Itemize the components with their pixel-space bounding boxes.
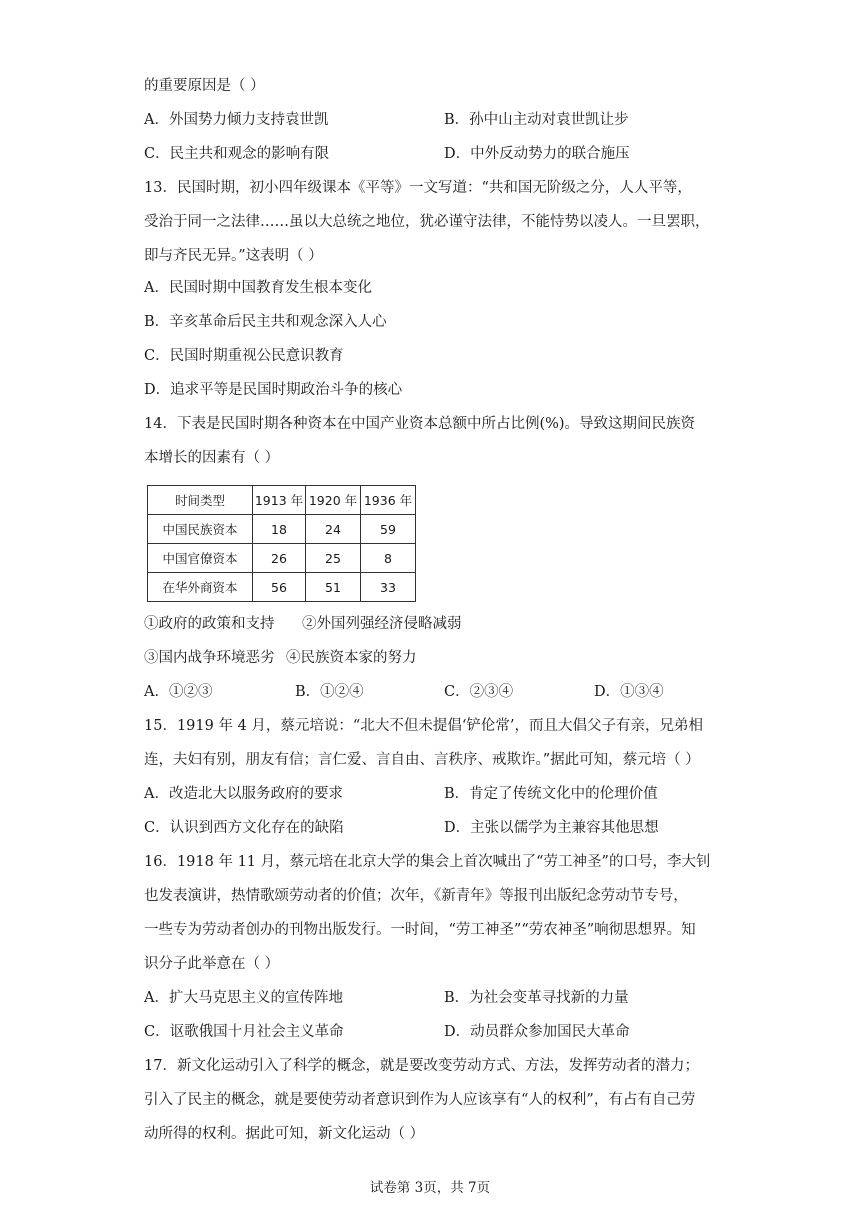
q12-option-a: A．外国势力倾力支持袁世凯 [144,112,329,128]
table-cell: 24 [306,515,361,544]
page-footer: 试卷第 3页，共 7页 [369,1180,491,1196]
q13-option-c: C．民国时期重视公民意识教育 [144,348,344,364]
q14-option-a: A．①②③ [144,684,213,700]
table-cell: 56 [253,573,306,602]
q14-option-b: B．①②④ [295,684,364,700]
q14-factor-3: ③国内战争环境恶劣 [144,650,275,666]
q13-stem-line-2: 受治于同一之法律……虽以大总统之地位，犹必谨守法律，不能恃势以凌人。一旦罢职， [144,214,710,230]
table-header-cell: 时间类型 [148,486,253,515]
q13-stem-line-1: 13．民国时期，初小四年级课本《平等》一文写道：“共和国无阶级之分，人人平等， [144,180,692,196]
table-cell: 59 [361,515,416,544]
q17-stem-line-2: 引入了民主的概念，就是要使劳动者意识到作为人应该享有“人的权利”，有占有自己劳 [144,1092,696,1108]
q12-option-d: D．中外反动势力的联合施压 [444,146,630,162]
capital-ratio-table [147,485,416,602]
q16-stem-line-4: 识分子此举意在（ ） [144,956,280,972]
q14-stem-line-1: 14．下表是民国时期各种资本在中国产业资本总额中所占比例(%)。导致这期间民族资 [144,416,696,432]
q14-factor-2: ②外国列强经济侵略减弱 [302,616,462,632]
table-header-cell: 1920 年 [306,486,361,515]
q15-option-a: A．改造北大以服务政府的要求 [144,786,343,802]
table-cell: 8 [361,544,416,573]
table-cell: 18 [253,515,306,544]
q12-option-b: B．孙中山主动对袁世凯让步 [444,112,629,128]
table-cell: 中国民族资本 [148,515,253,544]
q16-option-a: A．扩大马克思主义的宣传阵地 [144,990,343,1006]
table-cell: 51 [306,573,361,602]
q15-stem-line-1: 15．1919 年 4 月，蔡元培说：“北大不但未提倡‘铲伦常’，而且大倡父子有亲，兄弟相 [144,718,704,734]
q14-stem-line-2: 本增长的因素有（ ） [144,450,280,466]
q12-stem-continuation: 的重要原因是（ ） [144,78,265,94]
table-row [148,544,416,573]
table-row [148,515,416,544]
q15-stem-line-2: 连，夫妇有别，朋友有信；言仁爱、言自由、言秩序、戒欺诈。”据此可知，蔡元培（ ） [144,752,700,768]
q13-option-b: B．辛亥革命后民主共和观念深入人心 [144,314,387,330]
q15-option-b: B．肯定了传统文化中的伦理价值 [444,786,658,802]
q14-option-d: D．①③④ [594,684,664,700]
table-cell: 在华外商资本 [148,573,253,602]
q16-option-d: D．动员群众参加国民大革命 [444,1024,630,1040]
table-header-cell: 1913 年 [253,486,306,515]
q16-option-c: C．讴歌俄国十月社会主义革命 [144,1024,344,1040]
q17-stem-line-3: 动所得的权利。据此可知，新文化运动（ ） [144,1126,425,1142]
q17-stem-line-1: 17．新文化运动引入了科学的概念，就是要改变劳动方式、方法，发挥劳动者的潜力； [144,1058,699,1074]
table-header-row [148,486,416,515]
q13-option-a: A．民国时期中国教育发生根本变化 [144,280,372,296]
q16-option-b: B．为社会变革寻找新的力量 [444,990,629,1006]
table-header-cell: 1936 年 [361,486,416,515]
q14-factor-1: ①政府的政策和支持 [144,616,275,632]
q15-option-c: C．认识到西方文化存在的缺陷 [144,820,344,836]
q15-option-d: D．主张以儒学为主兼容其他思想 [444,820,659,836]
q13-stem-line-3: 即与齐民无异。”这表明（ ） [144,248,323,264]
table-cell: 33 [361,573,416,602]
table-row [148,573,416,602]
table-cell: 25 [306,544,361,573]
q14-factor-4: ④民族资本家的努力 [286,650,417,666]
q12-option-c: C．民主共和观念的影响有限 [144,146,330,162]
q14-option-c: C．②③④ [444,684,514,700]
q16-stem-line-2: 也发表演讲，热情歌颂劳动者的价值；次年，《新青年》等报刊出版纪念劳动节专号， [144,888,688,904]
table-cell: 中国官僚资本 [148,544,253,573]
q16-stem-line-3: 一些专为劳动者创办的刊物出版发行。一时间，“劳工神圣”“劳农神圣”响彻思想界。知 [144,922,696,938]
q16-stem-line-1: 16．1918 年 11 月，蔡元培在北京大学的集会上首次喊出了“劳工神圣”的口号，李大钊 [144,854,711,870]
q13-option-d: D．追求平等是民国时期政治斗争的核心 [144,382,403,398]
table-cell: 26 [253,544,306,573]
